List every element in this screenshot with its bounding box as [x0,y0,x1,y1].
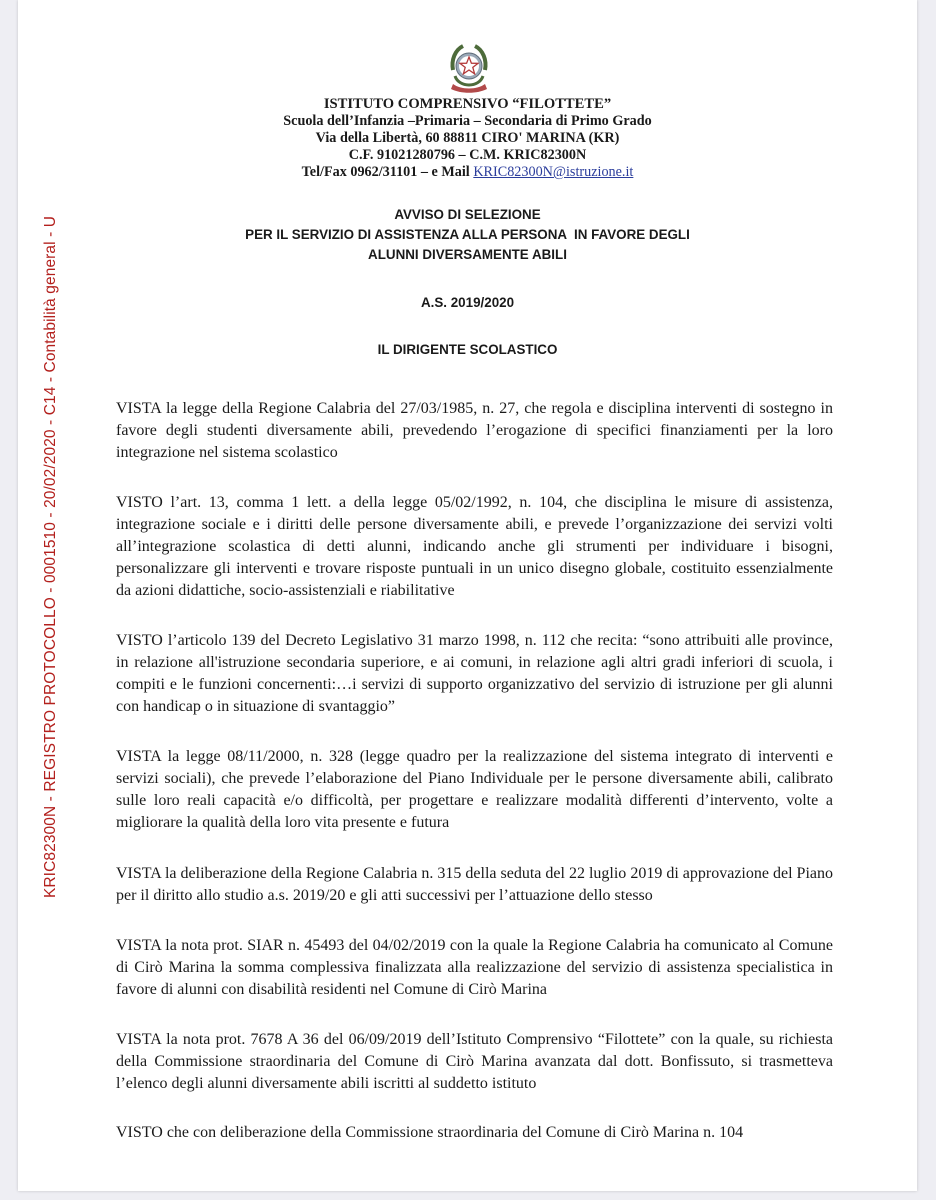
signatory-heading: IL DIRIGENTE SCOLASTICO [377,342,558,357]
italian-republic-emblem-icon [447,40,491,94]
school-year: A.S. 2019/2020 [420,295,515,310]
paragraph: VISTA la nota prot. SIAR n. 45493 del 04/02/2019 con la quale la Regione Calabria ha comunicato al Comune di Cirò Marina la somma complessiva finalizzata alla realizzazione del servizio di assistenza specialistica in favore di alunni con disabilità residenti nel Comune di Cirò Marina [116,937,833,998]
school-levels: Scuola dell’Infanzia –Primaria – Secondaria di Primo Grado [283,113,652,129]
paragraph: VISTO che con deliberazione della Commissione straordinaria del Comune di Cirò Marina n. 104 [116,1124,744,1141]
paragraph: VISTA la legge 08/11/2000, n. 328 (legge quadro per la realizzazione del sistema integrato di interventi e servizi sociali), che prevede l’elaborazione del Piano Individuale per le persone diversamente abili, calibrato sulle loro reali capacità e/o difficoltà, per progettare e realizzare modalità differenti d’intervento, volte a migliorare la qualità della loro vita presente e futura [116,748,833,831]
notice-title [18,205,917,265]
contact-phone: Tel/Fax 0962/31101 – e Mail [301,164,474,180]
notice-title-line-2: PER IL SERVIZIO DI ASSISTENZA ALLA PERSONA IN FAVORE DEGLI [245,227,690,242]
paragraph: VISTA la legge della Regione Calabria del 27/03/1985, n. 27, che regola e disciplina interventi di sostegno in favore degli studenti diversamente abili, prevedendo l’erogazione di specifici finanziamenti per la loro integrazione nel sistema scolastico [116,400,833,461]
paragraph: VISTO l’articolo 139 del Decreto Legislativo 31 marzo 1998, n. 112 che recita: “sono attribuiti alle province, in relazione all'istruzione secondaria superiore, e ai comuni, in relazione agli altri gradi inferiori di scuola, i compiti e le funzioni concernenti:…i servizi di supporto organizzativo del servizio di istruzione per gli alunni con handicap o in situazione di svantaggio” [116,632,833,715]
notice-title-line-3: ALUNNI DIVERSAMENTE ABILI [368,247,567,262]
school-codes: C.F. 91021280796 – C.M. KRIC82300N [348,147,587,163]
paragraph: VISTA la nota prot. 7678 A 36 del 06/09/2019 dell’Istituto Comprensivo “Filottete” con la quale, su richiesta della Commissione straordinaria del Comune di Cirò Marina avanzata dal dott. Bonfissuto, si trasmetteva l’elenco degli alunni diversamente abili iscritti al suddetto istituto [116,1031,833,1092]
school-contact [18,164,917,181]
document-body [116,398,833,1170]
protocol-stamp [42,168,60,945]
school-header [18,96,917,181]
protocol-stamp-text: KRIC82300N - REGISTRO PROTOCOLLO - 0001510 - 20/02/2020 - C14 - Contabilità general - U [42,215,59,898]
paragraph: VISTA la deliberazione della Regione Calabria n. 315 della seduta del 22 luglio 2019 di approvazione del Piano per il diritto allo studio a.s. 2019/20 e gli atti successivi per l’attuazione dello stesso [116,865,833,904]
institute-name: ISTITUTO COMPRENSIVO “FILOTTETE” [323,96,612,112]
notice-title-line-1: AVVISO DI SELEZIONE [394,207,541,222]
school-address: Via della Libertà, 60 88811 CIRO' MARINA (KR) [315,130,620,146]
email-link[interactable]: KRIC82300N@istruzione.it [473,164,634,180]
paragraph: VISTO l’art. 13, comma 1 lett. a della legge 05/02/1992, n. 104, che disciplina le misure di assistenza, integrazione sociale e i diritti delle persone diversamente abili, e prevede l’organizzazione dei servizi volti all’integrazione scolastica di detti alunni, indicando anche gli strumenti per individuare i bisogni, personalizzare gli interventi e trovare risposte puntuali in un unico disegno globale, costituito essenzialmente da azioni didattiche, socio-assistenziali e riabilitative [116,494,833,599]
